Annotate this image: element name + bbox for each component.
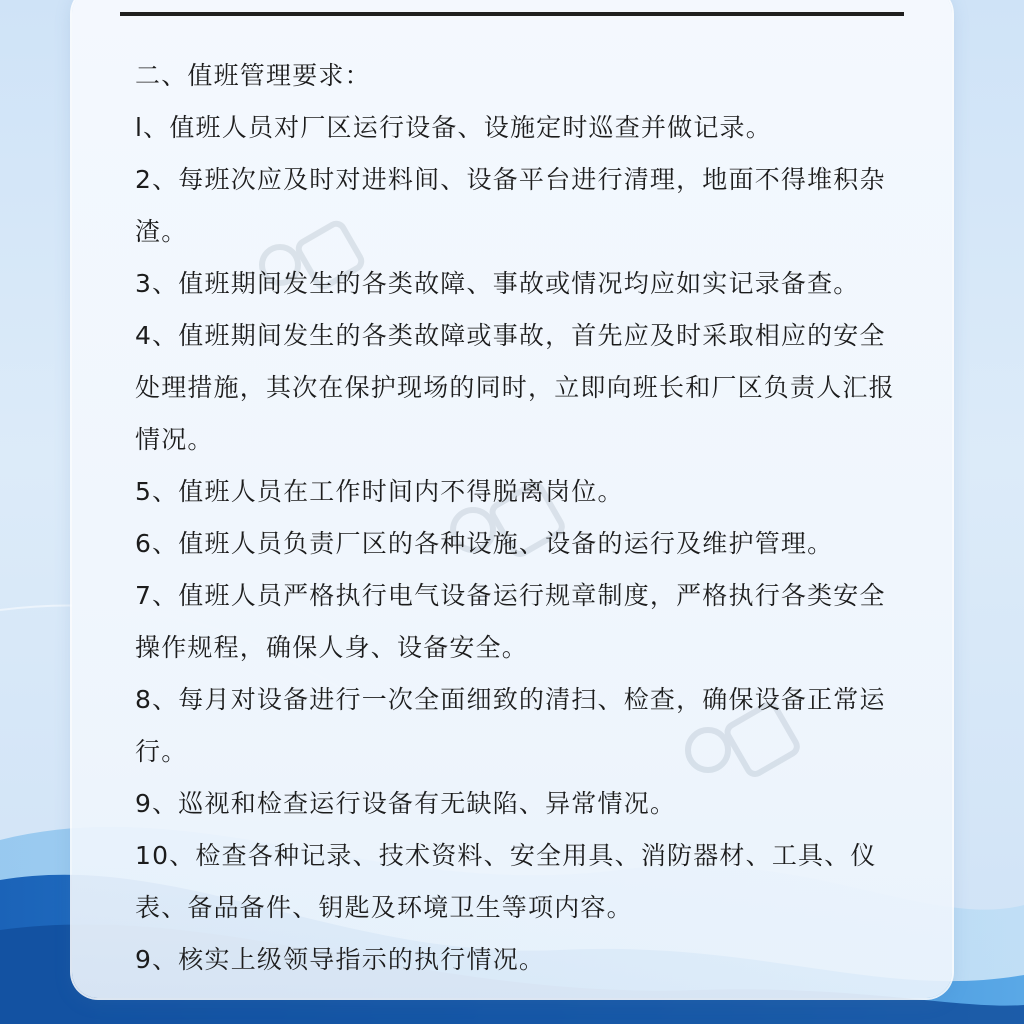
list-item: 7、值班人员严格执行电气设备运行规章制度，严格执行各类安全操作规程，确保人身、设备安全。 [135, 581, 886, 662]
list-item: 4、值班期间发生的各类故障或事故，首先应及时采取相应的安全处理措施，其次在保护现场的同时，立即向班长和厂区负责人汇报情况。 [135, 321, 895, 454]
list-item: 9、核实上级领导指示的执行情况。 [135, 945, 546, 974]
list-item: l、值班人员对厂区运行设备、设施定时巡查并做记录。 [135, 113, 772, 142]
list-item: 2、每班次应及时对进料间、设备平台进行清理，地面不得堆积杂渣。 [135, 165, 886, 246]
list-item: 6、值班人员负责厂区的各种设施、设备的运行及维护管理。 [135, 529, 834, 558]
list-item: 8、每月对设备进行一次全面细致的清扫、检查，确保设备正常运行。 [135, 685, 886, 766]
list-item: 10、检查各种记录、技术资料、安全用具、消防器材、工具、仪表、备品备件、钥匙及环境卫生等项内容。 [135, 841, 877, 922]
section-heading: 二、值班管理要求： [135, 61, 371, 90]
document-body [135, 50, 895, 986]
top-divider [120, 12, 904, 16]
list-item: 5、值班人员在工作时间内不得脱离岗位。 [135, 477, 624, 506]
list-item: 3、值班期间发生的各类故障、事故或情况均应如实记录备查。 [135, 269, 860, 298]
list-item: 9、巡视和检查运行设备有无缺陷、异常情况。 [135, 789, 677, 818]
